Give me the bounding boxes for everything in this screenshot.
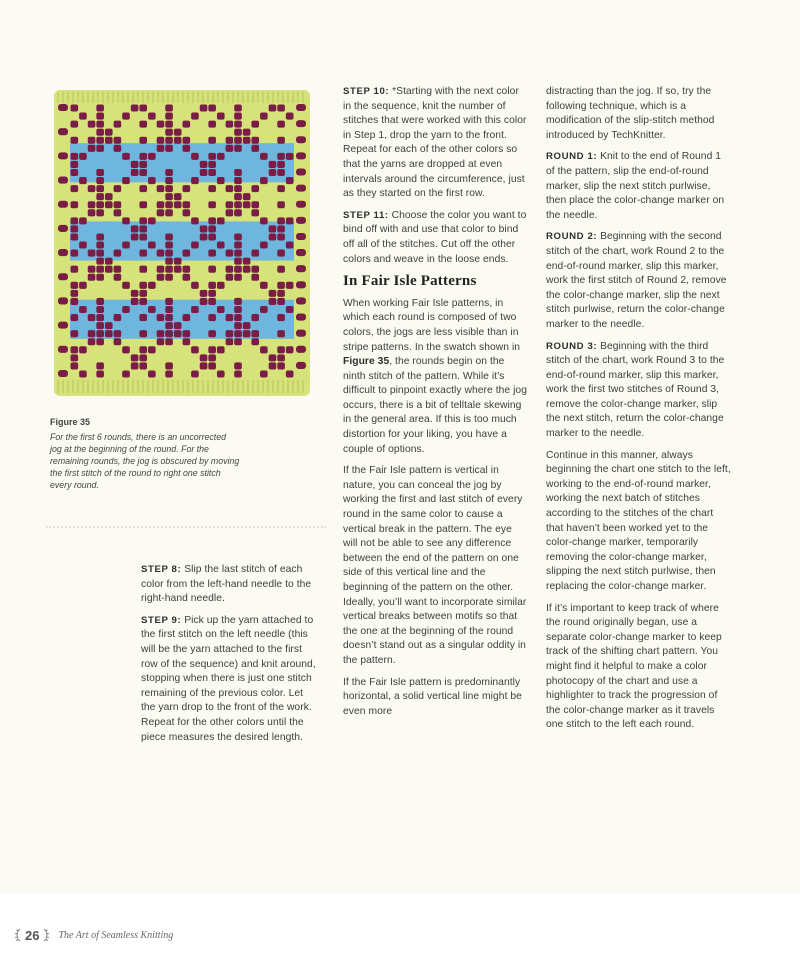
left-column bbox=[141, 563, 319, 752]
step-8-label: STEP 8: bbox=[141, 564, 182, 575]
step-8 bbox=[141, 563, 319, 607]
step-9-label: STEP 9: bbox=[141, 614, 182, 626]
fair-isle-swatch-photo bbox=[54, 90, 310, 396]
round-2 bbox=[546, 230, 732, 332]
step-8-text: Slip the last stitch of each color from the left-hand needle to the right-hand needle. bbox=[141, 564, 312, 605]
laurel-left-icon bbox=[14, 928, 22, 942]
paragraph: Continue in this manner, always beginning the chart one stitch to the left, working to the end-of-round marker, working the next batch of stitches according to the stitches of the chart that haven’t been worked yet to the color-change marker, temporarily removing the color-change marker, slipping the next stitch purlwise, then replacing the color-change marker. bbox=[546, 449, 731, 592]
step-11-text: Choose the color you want to bind off with and use that color to bind off all of the stitches. Cut off the other colors and weave in the loose ends. bbox=[343, 209, 527, 265]
round-1-text: Knit to the end of Round 1 of the pattern, slip the end-of-round marker, slip the next stitch purlwise, then place the color-change marker on the needle. bbox=[546, 151, 725, 221]
figure-caption-text: For the first 6 rounds, there is an uncorrected jog at the beginning of the round. For the remaining rounds, the jog is obscured by moving the first stitch of the round to right one stitch every round. bbox=[50, 432, 240, 490]
round-1-label: ROUND 1: bbox=[546, 151, 598, 163]
figure-caption bbox=[50, 416, 240, 491]
step-11 bbox=[343, 209, 528, 267]
paragraph bbox=[343, 297, 528, 458]
right-column bbox=[546, 85, 732, 740]
round-2-text: Beginning with the second stitch of the chart, work Round 2 to the end-of-round marker, slip this marker, work the first stitch of Round 2, remove the color-change marker, slip the next stitch purlwise, return the color-change marker to the needle. bbox=[546, 231, 727, 330]
step-10 bbox=[343, 85, 528, 202]
folio bbox=[14, 926, 173, 944]
paragraph: If the Fair Isle pattern is predominantly horizontal, a solid vertical line might be even more bbox=[343, 676, 522, 717]
paragraph-text: When working Fair Isle patterns, in which each round is composed of two colors, the jogs are less visible than in stripe patterns. In the swatch shown in bbox=[343, 297, 521, 353]
paragraph: If the Fair Isle pattern is vertical in nature, you can conceal the jog by working the first and last stitch of every round in the same color to cause a vertical break in the pattern. The eye will not be able to see any difference between the end of the pattern on one side of this vertical line and the beginning of the pattern on the other. Ideally, you’ll want to incorporate similar vertical breaks between motifs so that the one at the beginning of the round doesn’t stand out as a singular oddity in the pattern. bbox=[343, 465, 527, 666]
section-divider bbox=[46, 526, 326, 530]
step-11-label: STEP 11: bbox=[343, 209, 389, 221]
paragraph: distracting than the jog. If so, try the following technique, which is a modification of the slip-stitch method introduced by TechKnitter. bbox=[546, 86, 715, 141]
step-10-text: *Starting with the next color in the sequence, knit the number of stitches that were worked with this color in Step 1, drop the yarn to the front. Repeat for each of the other colors so that the yarns are dropped at even intervals around the circumference, just as they started on the first row. bbox=[343, 86, 527, 200]
book-title: The Art of Seamless Knitting bbox=[58, 929, 174, 941]
round-3-label: ROUND 3: bbox=[546, 340, 598, 352]
paragraph: If it’s important to keep track of where the round originally began, use a separate color-change marker to keep track of the shifting chart pattern. You might find it helpful to make a color photocopy of the chart and use a highlighter to track the progression of the color-change marker as it travels one stitch to the left each round. bbox=[546, 602, 722, 731]
round-3 bbox=[546, 340, 732, 442]
page-number: 26 bbox=[25, 927, 40, 943]
round-3-text: Beginning with the third stitch of the chart, work Round 3 to the end-of-round marker, slip this marker, work the first two stitches of Round 3, remove the color-change marker, slip the next stitch, return the color-change marker to the needle. bbox=[546, 340, 725, 440]
figure-title: Figure 35 bbox=[50, 417, 91, 427]
figure-reference: Figure 35 bbox=[343, 356, 390, 368]
step-10-label: STEP 10: bbox=[343, 86, 390, 97]
laurel-right-icon bbox=[42, 928, 50, 942]
middle-column bbox=[343, 85, 528, 726]
step-9 bbox=[141, 614, 319, 745]
round-1 bbox=[546, 150, 732, 223]
paragraph-text: , the rounds begin on the ninth stitch of the pattern. While it’s difficult to pinpoint exactly where the jog occurs, there is a bit of telltale skewing in the general area. If this is too much distortion for your liking, you have a couple of options. bbox=[343, 356, 527, 455]
section-heading: In Fair Isle Patterns bbox=[343, 273, 477, 290]
round-2-label: ROUND 2: bbox=[546, 231, 598, 243]
step-9-text: Pick up the yarn attached to the first stitch on the left needle (this will be the yarn attached to the first row of the sequence) and knit around, stopping when there is just one stitch remaining of the previous color. Let the yarn drop to the front of the work. Repeat for the other colors until the piece measures the desired length. bbox=[141, 614, 316, 743]
